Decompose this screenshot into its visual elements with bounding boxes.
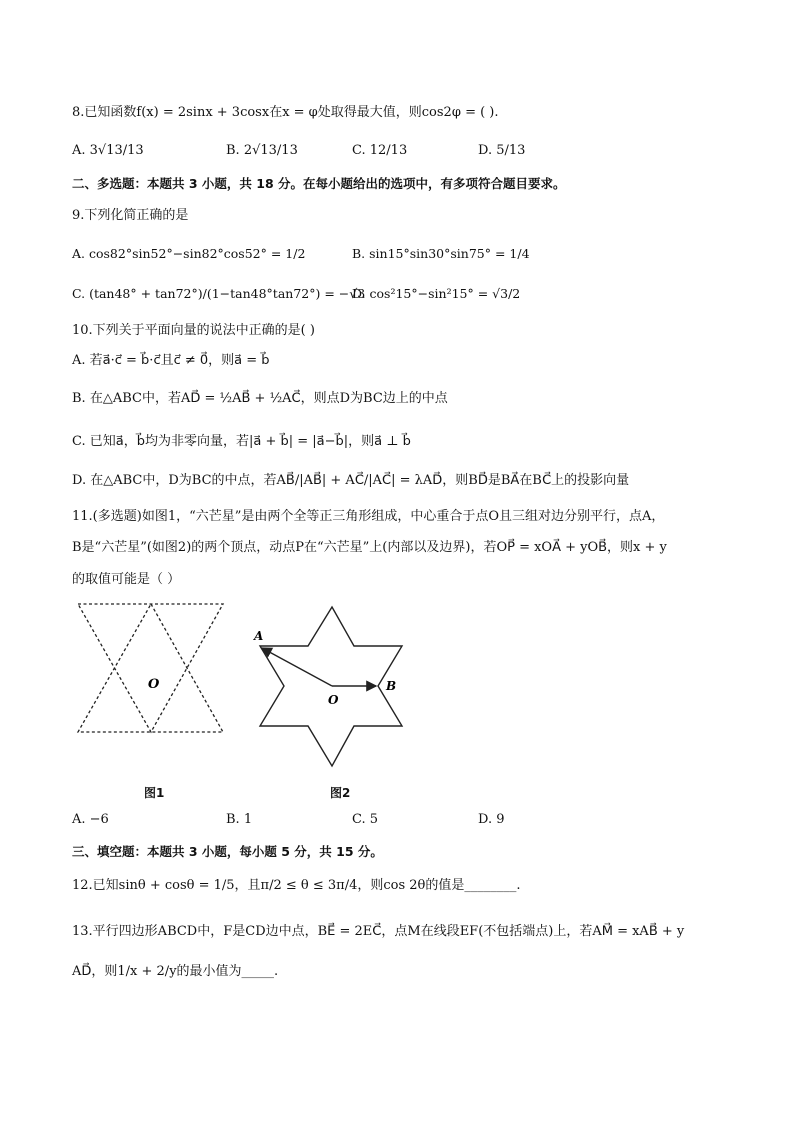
q13-stem-line-2: AD⃗，则1/x + 2/y的最小值为_____. xyxy=(72,964,279,979)
q13-stem-line-1: 13.平行四边形ABCD中，F是CD边中点，BE⃗ = 2EC⃗，点M在线段EF(不包括端点)上，若AM⃗ = xAB⃗ + y xyxy=(72,924,685,939)
fig2-label-a: A xyxy=(254,629,264,643)
q8-option-b: B. 2√13/13 xyxy=(226,143,298,158)
q12-stem: 12.已知sinθ + cosθ = 1/5，且π/2 ≤ θ ≤ 3π/4，则cos 2θ的值是________. xyxy=(72,878,521,893)
fig2-label-b: B xyxy=(386,679,397,693)
q8-option-d: D. 5/13 xyxy=(478,143,526,158)
section2-heading: 二、多选题：本题共 3 小题，共 18 分。在每小题给出的选项中，有多项符合题目要求。 xyxy=(72,176,566,191)
q8-option-c: C. 12/13 xyxy=(352,143,408,158)
q9-option-a: A. cos82°sin52°−sin82°cos52° = 1/2 xyxy=(72,246,306,261)
q10-option-a: A. 若a⃗·c⃗ = b⃗·c⃗且c⃗ ≠ 0⃗，则a⃗ = b⃗ xyxy=(72,353,270,368)
fig1-triangle-down xyxy=(78,604,223,732)
q11-stem-line-1: 11.(多选题)如图1，“六芒星”是由两个全等正三角形组成，中心重合于点O且三组对边分别平行，点A， xyxy=(72,509,665,524)
section3-heading: 三、填空题：本题共 3 小题，每小题 5 分，共 15 分。 xyxy=(72,844,383,859)
q9-option-c: C. (tan48° + tan72°)/(1−tan48°tan72°) = −√3 xyxy=(72,286,366,301)
fig1-center-label: O xyxy=(148,677,160,692)
fig2-star-outline xyxy=(260,607,402,766)
fig1-triangle-up xyxy=(78,604,223,732)
fig2-label-o: O xyxy=(328,693,339,707)
q10-option-b: B. 在△ABC中，若AD⃗ = ½AB⃗ + ½AC⃗，则点D为BC边上的中点 xyxy=(72,391,448,406)
q11-option-d: D. 9 xyxy=(478,812,505,827)
q11-option-b: B. 1 xyxy=(226,812,253,827)
q10-option-d: D. 在△ABC中，D为BC的中点，若AB⃗/|AB⃗| + AC⃗/|AC⃗| = λAD⃗，则BD⃗是BA⃗在BC⃗上的投影向量 xyxy=(72,473,630,488)
q8-stem: 8.已知函数f(x) = 2sinx + 3cosx在x = φ处取得最大值，则cos2φ = ( ). xyxy=(72,105,499,120)
fig2-caption: 图2 xyxy=(330,786,351,800)
q11-option-a: A. −6 xyxy=(72,812,109,827)
figure-1-hexagram xyxy=(70,596,240,746)
q11-stem-line-2: B是“六芒星”(如图2)的两个顶点，动点P在“六芒星”上(内部以及边界)，若OP⃗ = xOA⃗ + yOB⃗，则x + y xyxy=(72,540,667,555)
fig1-caption: 图1 xyxy=(144,786,165,800)
q9-option-d: D. cos²15°−sin²15° = √3/2 xyxy=(352,286,521,301)
q9-option-b: B. sin15°sin30°sin75° = 1/4 xyxy=(352,246,530,261)
q8-option-a: A. 3√13/13 xyxy=(72,143,144,158)
figure-2-hexagram xyxy=(250,600,410,780)
q11-stem-line-3: 的取值可能是（ ） xyxy=(72,572,181,587)
q10-option-c: C. 已知a⃗，b⃗均为非零向量，若|a⃗ + b⃗| = |a⃗−b⃗|，则a⃗ ⊥ b⃗ xyxy=(72,434,411,449)
q9-stem: 9.下列化简正确的是 xyxy=(72,208,189,223)
q11-option-c: C. 5 xyxy=(352,812,379,827)
q10-stem: 10.下列关于平面向量的说法中正确的是( ) xyxy=(72,323,315,338)
